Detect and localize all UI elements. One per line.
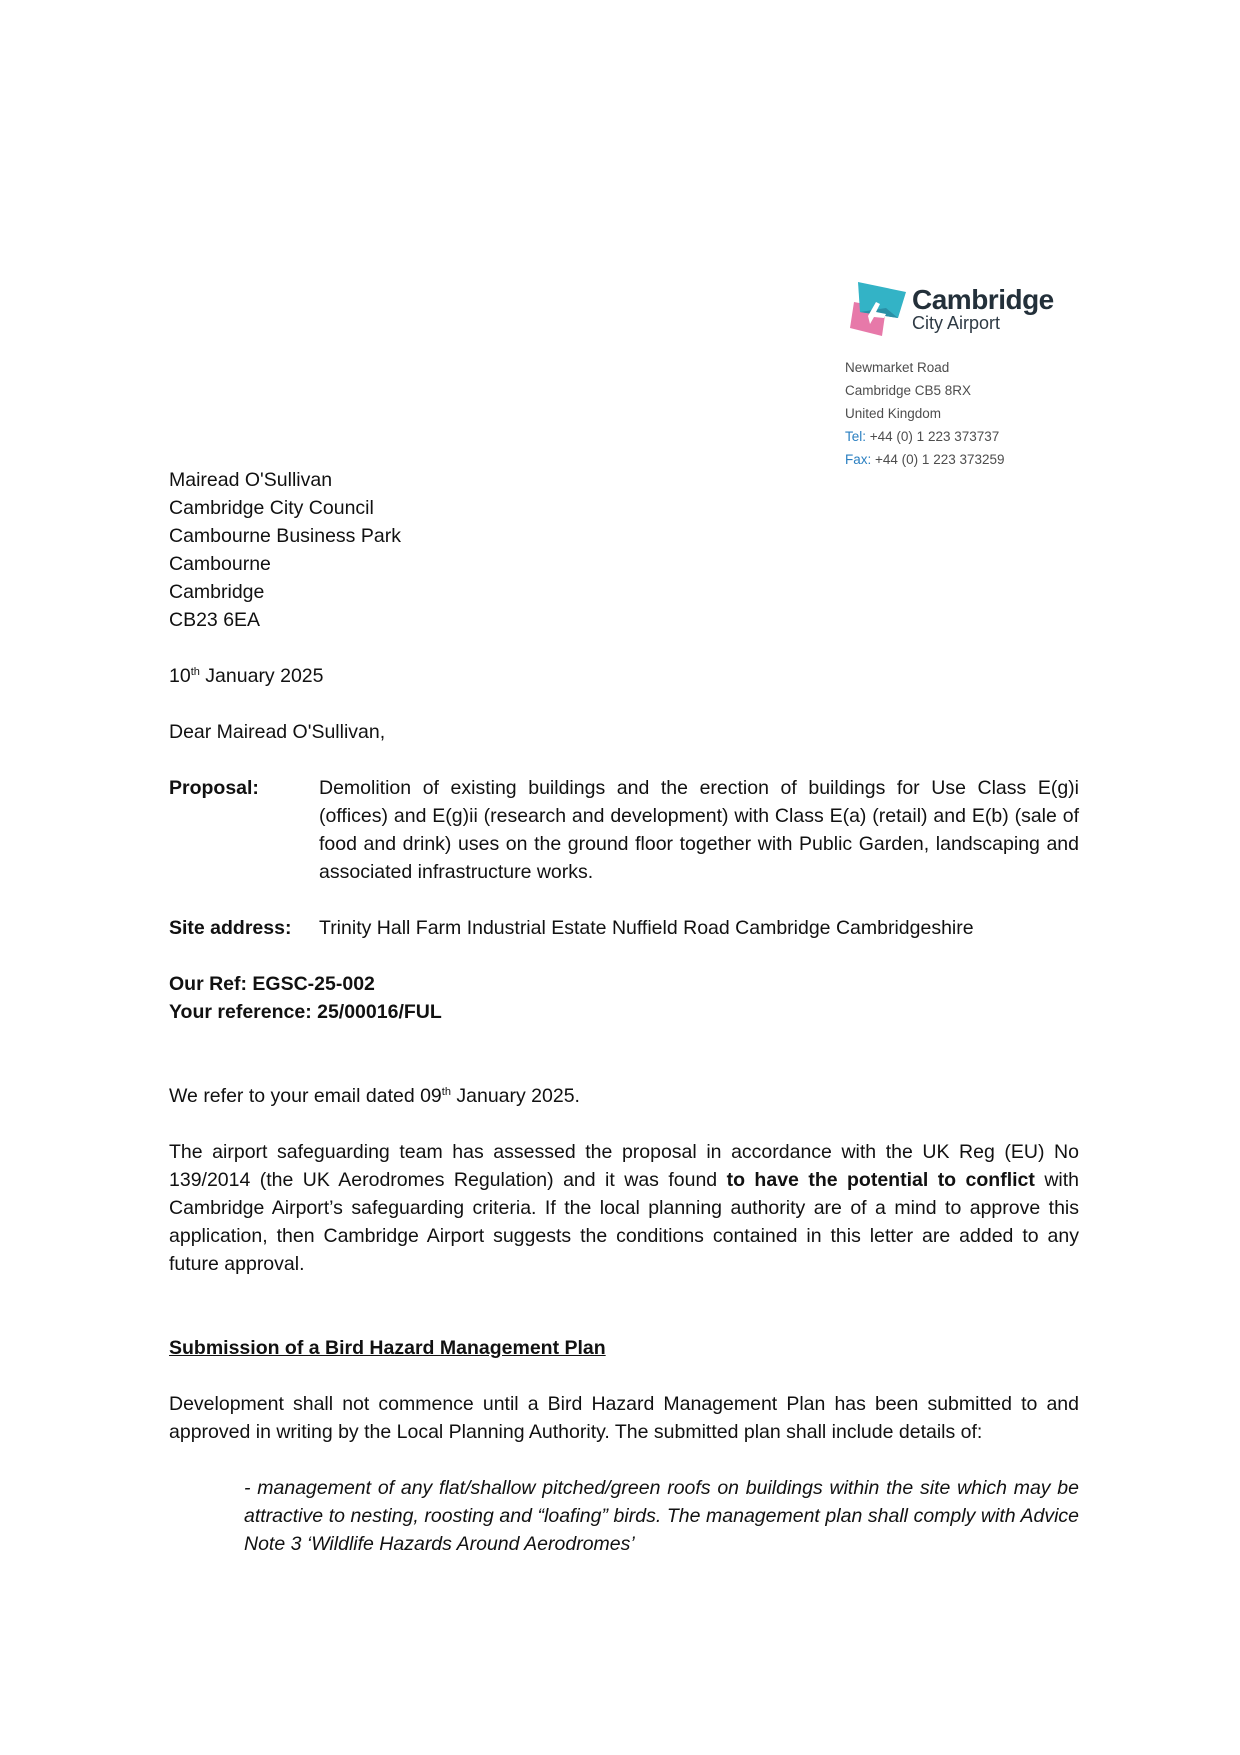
conflict-emphasis: to have the potential to conflict xyxy=(726,1169,1035,1191)
sender-address xyxy=(845,356,1005,471)
fax-label: Fax: xyxy=(845,452,872,467)
recipient-line: Cambourne Business Park xyxy=(169,525,401,547)
airport-logo-icon xyxy=(846,278,908,340)
proposal-label: Proposal: xyxy=(169,777,259,799)
recipient-address xyxy=(169,466,1079,634)
recipient-line: Cambourne xyxy=(169,553,271,575)
site-address-text: Trinity Hall Farm Industrial Estate Nuffield Road Cambridge Cambridgeshire xyxy=(319,917,974,939)
telephone-line xyxy=(845,425,1005,448)
references xyxy=(169,970,1079,1026)
logo-wordmark: Cambridge xyxy=(912,284,1054,315)
recipient-line: Cambridge City Council xyxy=(169,497,374,519)
condition-bullet: - management of any flat/shallow pitched/green roofs on buildings within the site which may be attractive to nesting, roosting and “loafing” birds. The management plan shall comply with Advice Note 3 ‘Wildlife Hazards Around Aerodromes’ xyxy=(244,1477,1079,1555)
logo-subtitle: City Airport xyxy=(912,313,1001,333)
salutation: Dear Mairead O'Sullivan, xyxy=(169,721,386,743)
address-line: Cambridge CB5 8RX xyxy=(845,383,972,398)
recipient-line: Cambridge xyxy=(169,581,265,603)
condition-paragraph: Development shall not commence until a Bird Hazard Management Plan has been submitted to and approved in writing by the Local Planning Authority. The submitted plan shall include details of: xyxy=(169,1393,1079,1443)
assessment-paragraph: The airport safeguarding team has assessed the proposal in accordance with the UK Reg (EU) No 139/2014 (the UK Aerodromes Regulation) and it was found to have the potential to conflict with Cambridge Airport’s safeguarding criteria. If the local planning authority are of a mind to approve this application, then Cambridge Airport suggests the conditions contained in this letter are added to any future approval. xyxy=(169,1141,1079,1275)
tel-value: +44 (0) 1 223 373737 xyxy=(869,429,1000,444)
section-heading: Submission of a Bird Hazard Management Plan xyxy=(169,1337,606,1359)
recipient-line: Mairead O'Sullivan xyxy=(169,469,333,491)
intro-paragraph: We refer to your email dated 09th January 2025. xyxy=(169,1085,580,1107)
cambridge-city-airport-logo xyxy=(846,278,1066,340)
address-line: Newmarket Road xyxy=(845,360,950,375)
your-reference: Your reference: 25/00016/FUL xyxy=(169,1001,442,1023)
tel-label: Tel: xyxy=(845,429,867,444)
our-reference: Our Ref: EGSC-25-002 xyxy=(169,973,375,995)
letter-date: 10th January 2025 xyxy=(169,665,324,687)
address-line: United Kingdom xyxy=(845,406,942,421)
fax-value: +44 (0) 1 223 373259 xyxy=(875,452,1005,467)
site-address-label: Site address: xyxy=(169,917,292,939)
proposal-text: Demolition of existing buildings and the erection of buildings for Use Class E(g)i (offices) and E(g)ii (research and development) with Class E(a) (retail) and E(b) (sale of food and drink) uses on the ground floor together with Public Garden, landscaping and associated infrastructure works. xyxy=(319,777,1079,883)
recipient-line: CB23 6EA xyxy=(169,609,261,631)
